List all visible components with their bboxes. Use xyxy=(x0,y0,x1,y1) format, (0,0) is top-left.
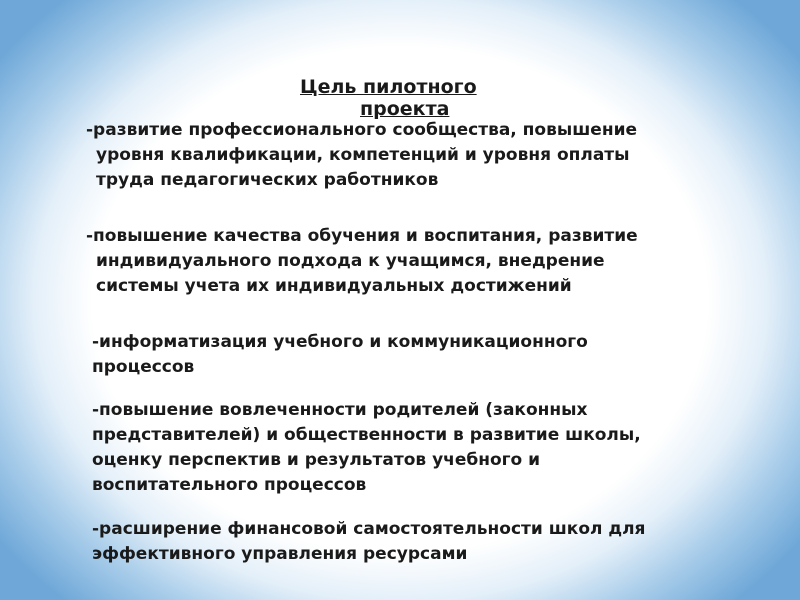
title-line: Цель пилотного xyxy=(300,76,477,98)
goal-line: воспитательного процессов xyxy=(92,475,367,495)
goal-item xyxy=(86,224,638,299)
goal-line: -развитие профессионального сообщества, повышение xyxy=(86,120,638,140)
goal-item xyxy=(86,118,637,193)
goal-item xyxy=(92,517,645,567)
goal-line: труда педагогических работников xyxy=(96,170,439,190)
goal-line: -повышение вовлеченности родителей (законных xyxy=(92,400,588,420)
goal-line: системы учета их индивидуальных достижений xyxy=(96,276,572,296)
slide-title xyxy=(300,76,530,120)
goal-line: -повышение качества обучения и воспитания, развитие xyxy=(86,226,638,246)
goal-line: оценку перспектив и результатов учебного и xyxy=(92,450,541,470)
goal-line: уровня квалификации, компетенций и уровня оплаты xyxy=(96,145,630,165)
goal-line: индивидуального подхода к учащимся, внедрение xyxy=(96,251,605,271)
goal-line: -расширение финансовой самостоятельности школ для xyxy=(92,519,646,539)
title-line: проекта xyxy=(360,98,450,120)
goal-line: эффективного управления ресурсами xyxy=(92,544,468,564)
goal-line: -информатизация учебного и коммуникационного xyxy=(92,332,588,352)
goal-item xyxy=(92,330,588,380)
goal-line: процессов xyxy=(92,357,195,377)
goal-line: представителей) и общественности в развитие школы, xyxy=(92,425,641,445)
goal-item xyxy=(92,398,641,498)
